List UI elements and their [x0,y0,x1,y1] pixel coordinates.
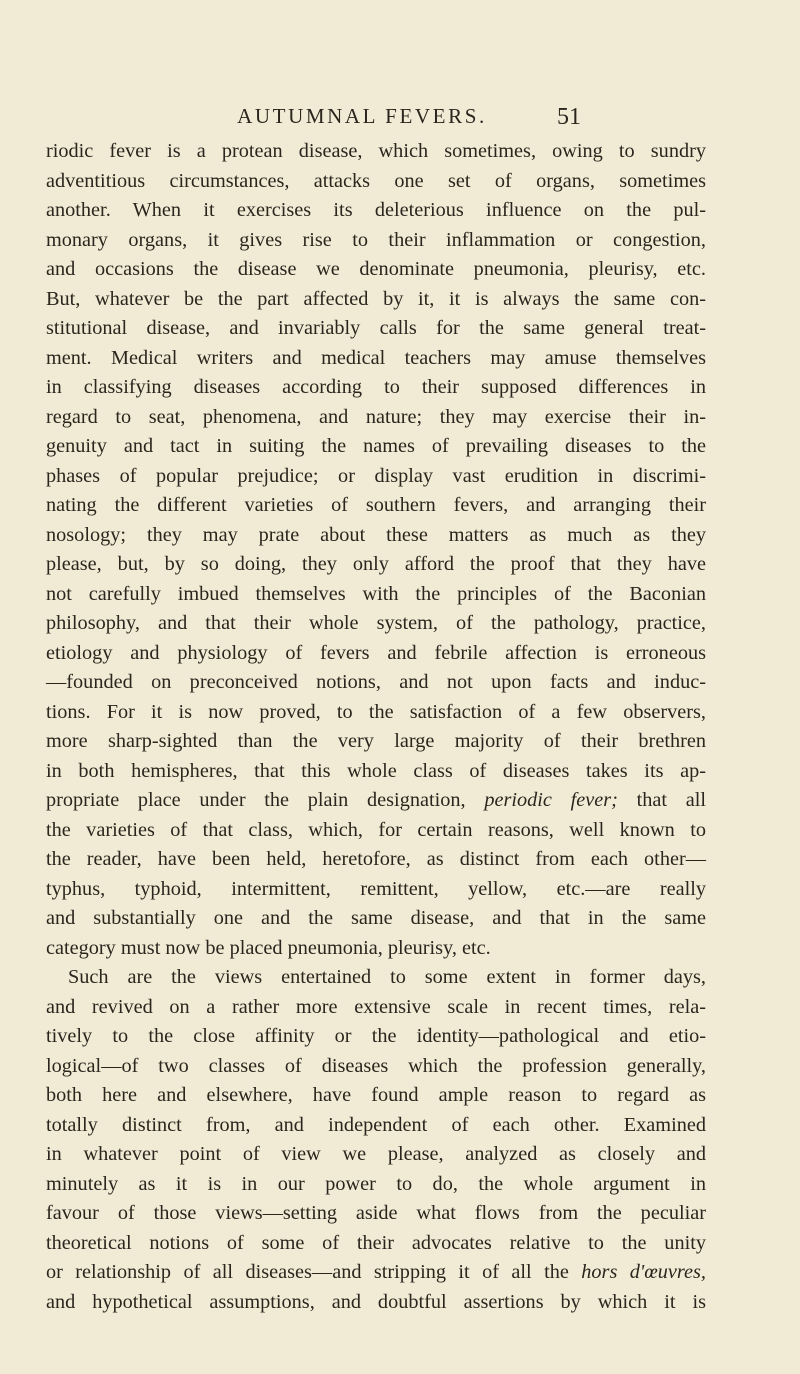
text-line: in whatever point of view we please, analyzed as closely and [46,1143,706,1165]
text-line: and occasions the disease we denominate pneumonia, pleurisy, etc. [46,258,706,280]
italic-term: hors d'œuvres, [581,1261,706,1283]
body-text [46,137,706,1317]
text-line: another. When it exercises its deleterious influence on the pul- [46,199,706,221]
text-line: both here and elsewhere, have found ample reason to regard as [46,1084,706,1106]
text-run: propriate place under the plain designation, [46,789,485,811]
text-line: totally distinct from, and independent of each other. Examined [46,1113,706,1136]
text-line: and revived on a rather more extensive scale in recent times, rela- [46,995,706,1018]
text-line: in both hemispheres, that this whole class of diseases takes its ap- [46,759,706,782]
text-line: more sharp-sighted than the very large majority of their brethren [46,730,706,752]
text-line: stitutional disease, and invariably calls for the same general treat- [46,317,706,339]
text-line: please, but, by so doing, they only afford the proof that they have [46,553,706,575]
text-line [46,786,706,816]
text-line: favour of those views—setting aside what flows from the peculiar [46,1202,706,1224]
text-line: nating the different varieties of southern fevers, and arranging their [46,494,706,516]
text-line: and hypothetical assumptions, and doubtful assertions by which it is [46,1290,706,1313]
text-line: But, whatever be the part affected by it, it is always the same con- [46,287,706,310]
text-line: category must now be placed pneumonia, pleurisy, etc. [46,936,491,959]
text-line: not carefully imbued themselves with the principles of the Baconian [46,582,706,605]
text-line: philosophy, and that their whole system, of the pathology, practice, [46,612,706,634]
text-line: minutely as it is in our power to do, the whole argument in [46,1172,706,1195]
text-line: logical—of two classes of diseases which the profession generally, [46,1054,706,1077]
text-line: the varieties of that class, which, for certain reasons, well known to [46,818,706,841]
text-line: and substantially one and the same disease, and that in the same [46,907,706,929]
running-title: AUTUMNAL FEVERS. [237,104,487,128]
text-line: genuity and tact in suiting the names of prevailing diseases to the [46,435,706,457]
text-line: theoretical notions of some of their advocates relative to the unity [46,1231,706,1254]
text-run: or relationship of all diseases—and stripping it of all the [46,1261,582,1283]
text-line: regard to seat, phenomena, and nature; they may exercise their in- [46,405,706,428]
text-line: etiology and physiology of fevers and febrile affection is erroneous [46,641,706,664]
text-line: adventitious circumstances, attacks one set of organs, sometimes [46,169,706,192]
text-line: tions. For it is now proved, to the satisfaction of a few observers, [46,700,706,723]
text-line: —founded on preconceived notions, and not upon facts and induc- [46,671,706,693]
text-line: nosology; they may prate about these matters as much as they [46,523,706,546]
text-line: riodic fever is a protean disease, which sometimes, owing to sundry [46,140,706,162]
text-line: in classifying diseases according to their supposed differences in [46,376,706,398]
running-head [0,98,800,138]
text-line [46,1258,706,1288]
text-line: ment. Medical writers and medical teachers may amuse themselves [46,346,706,369]
text-line: typhus, typhoid, intermittent, remittent, yellow, etc.—are really [46,877,706,900]
text-run: that all [617,789,707,811]
italic-term: periodic fever; [484,789,618,811]
text-line: tively to the close affinity or the identity—pathological and etio- [46,1025,706,1047]
text-line: Such are the views entertained to some extent in former days, [68,966,706,988]
text-line: monary organs, it gives rise to their inflammation or congestion, [46,228,706,251]
text-line: the reader, have been held, heretofore, as distinct from each other— [46,848,706,870]
text-line: phases of popular prejudice; or display vast erudition in discrimi- [46,464,706,487]
page-number: 51 [557,104,581,130]
